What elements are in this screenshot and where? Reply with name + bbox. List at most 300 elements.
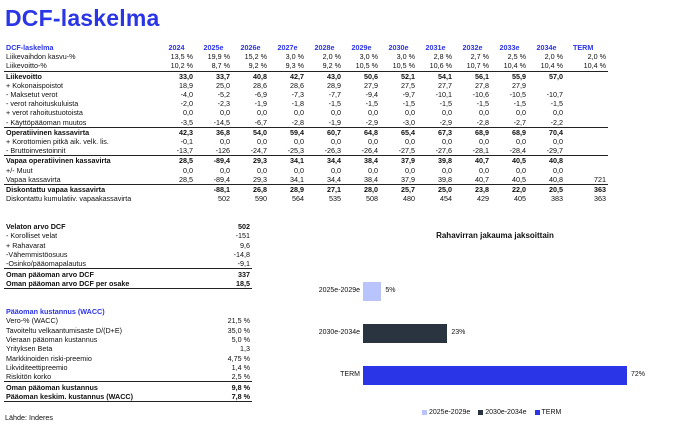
wacc-title: Pääoman kustannus (WACC) — [6, 307, 105, 317]
row-label: - Maksetut verot — [6, 90, 58, 100]
row-label: Riskitön korko — [4, 372, 208, 382]
table-row — [4, 175, 608, 185]
row-value: 502 — [218, 194, 230, 204]
row-value: 23,8 — [475, 184, 489, 194]
row-value: 3,0 % — [285, 52, 304, 62]
row-value: 0,0 — [479, 108, 489, 118]
row-value: -10,7 — [546, 90, 563, 100]
row-value: 0,0 — [331, 108, 341, 118]
row-value: 10,5 % — [343, 61, 380, 71]
legend-item — [422, 409, 470, 416]
row-label: -Vähemmistöosuus — [6, 250, 68, 260]
legend-swatch — [535, 410, 540, 415]
row-value: 2,0 % — [544, 52, 563, 62]
row-value: 0,0 — [516, 136, 526, 146]
row-value — [158, 194, 195, 203]
row-value: 28,9 — [327, 80, 341, 90]
row-value: -1,9 — [254, 99, 267, 109]
header-year: 2025e — [203, 43, 224, 53]
row-value: 0,0 — [257, 165, 267, 175]
row-value: 59,4 — [290, 127, 304, 137]
bar-TERM — [363, 366, 627, 385]
row-value: 29,3 — [232, 175, 269, 185]
row-value: -2,0 — [180, 99, 193, 109]
row-value: 25,0 — [438, 184, 452, 194]
row-value: 21,5 % — [227, 316, 250, 326]
row-value: 564 — [292, 194, 304, 204]
row-value: 55,9 — [512, 71, 526, 81]
row-value: 28,5 — [158, 175, 195, 185]
row-label: + verot rahoitustuotoista — [6, 108, 83, 118]
row-value: 0,0 — [257, 136, 267, 146]
row-label: Oman pääoman arvo DCF per osake — [4, 279, 208, 289]
row-value: 60,7 — [327, 127, 341, 137]
row-value: -126 — [195, 146, 232, 156]
row-value: 68,9 — [475, 127, 489, 137]
row-label: - Käyttöpääoman muutos — [4, 118, 158, 128]
row-value: 18,5 — [208, 279, 252, 289]
row-value: 27,9 — [512, 80, 526, 90]
row-value: 37,9 — [401, 156, 415, 166]
row-value: 0,0 — [220, 108, 230, 118]
data-label: 5% — [385, 287, 396, 294]
row-value: -9,1 — [208, 259, 252, 269]
row-value: 405 — [514, 194, 526, 204]
table-row — [4, 146, 608, 156]
row-label: Tavoiteltu velkaantumisaste D/(D+E) — [6, 325, 123, 335]
row-label: Yrityksen Beta — [6, 344, 53, 354]
row-value: -25,3 — [269, 146, 306, 156]
row-value: 56,1 — [475, 71, 489, 81]
row-value: 34,1 — [269, 175, 306, 185]
row-value: 10,4 % — [565, 61, 608, 71]
row-value: 0,0 — [516, 108, 526, 118]
table-row — [4, 392, 252, 402]
data-label: 23% — [451, 329, 466, 336]
row-label: Liikevoitto-% — [4, 61, 158, 71]
table-row — [4, 156, 608, 166]
row-value: 42,7 — [290, 71, 304, 81]
row-value: 28,6 — [290, 80, 304, 90]
row-value: 0,0 — [368, 108, 378, 118]
row-value: 0,0 — [368, 136, 378, 146]
table-row — [4, 108, 608, 117]
row-value: 0,0 — [405, 165, 415, 175]
row-label: -Osinko/pääomapalautus — [4, 259, 208, 269]
row-value: 0,0 — [331, 165, 341, 175]
row-label: - Bruttoinvestoinnit — [4, 146, 158, 156]
row-value: 68,9 — [512, 127, 526, 137]
row-value: 3,0 % — [396, 52, 415, 62]
row-value: -9,7 — [402, 90, 415, 100]
row-value: 0,0 — [553, 136, 563, 146]
header-year: 2027e — [277, 43, 298, 53]
table-row — [4, 279, 252, 289]
table-row — [4, 372, 252, 382]
row-value: 0,0 — [442, 136, 452, 146]
row-value: 20,5 — [549, 184, 563, 194]
row-value: 0,0 — [294, 108, 304, 118]
row-label: + Korottomien pitkä aik. velk. lis. — [6, 136, 109, 146]
row-value — [158, 184, 195, 194]
row-value — [565, 127, 608, 137]
row-value: 28,0 — [364, 184, 378, 194]
row-value: 38,4 — [343, 175, 380, 185]
row-value: 40,8 — [528, 175, 565, 185]
row-value: 0,0 — [183, 165, 193, 175]
row-value — [565, 90, 608, 99]
row-value: -1,5 — [402, 99, 415, 109]
row-label: Liikevaihdon kasvu-% — [6, 52, 76, 62]
row-value: 7,8 % — [208, 392, 252, 402]
row-value: -14,8 — [233, 250, 250, 260]
row-value: 363 — [594, 194, 606, 204]
row-value: -6,7 — [232, 118, 269, 128]
row-value: 9,8 % — [231, 382, 250, 392]
table-row — [4, 382, 252, 392]
row-label: Vero-% (WACC) — [6, 316, 59, 326]
row-value: 34,4 — [306, 175, 343, 185]
header-year: 2026e — [240, 43, 261, 53]
row-value: 33,0 — [179, 71, 193, 81]
chart-legend — [422, 409, 569, 416]
row-value — [565, 165, 608, 174]
legend-label: 2025e-2029e — [429, 409, 471, 416]
row-value: 363 — [594, 184, 606, 194]
row-value: 0,0 — [220, 136, 230, 146]
row-value: 0,0 — [405, 108, 415, 118]
row-value: 27,1 — [327, 184, 341, 194]
row-value: 5,0 % — [231, 335, 250, 345]
row-value: 429 — [477, 194, 489, 204]
legend-label: TERM — [541, 409, 562, 416]
row-value: 0,0 — [294, 136, 304, 146]
table-row — [4, 137, 608, 146]
row-value: 27,8 — [475, 80, 489, 90]
row-value: 502 — [238, 222, 250, 232]
row-value: -28,1 — [454, 146, 491, 156]
row-value: 2,0 % — [587, 52, 606, 62]
legend-item — [478, 409, 526, 416]
header-year: 2034e — [536, 43, 557, 53]
row-value: -24,7 — [232, 146, 269, 156]
table-row — [4, 326, 252, 335]
row-value: 43,0 — [327, 71, 341, 81]
row-value: -27,5 — [380, 146, 417, 156]
row-value: 42,3 — [179, 127, 193, 137]
row-value: 54,0 — [253, 127, 267, 137]
row-value: 10,6 % — [417, 61, 454, 71]
row-value: -2,9 — [343, 118, 380, 128]
row-label: Liikevoitto — [6, 71, 42, 81]
row-value: 40,5 — [512, 156, 526, 166]
row-value: 0,0 — [553, 108, 563, 118]
row-value: 57,0 — [549, 71, 563, 81]
table-row — [4, 81, 608, 90]
table-row — [4, 90, 608, 99]
table-row — [4, 231, 252, 240]
row-value: 40,7 — [454, 175, 491, 185]
row-value: -4,0 — [180, 90, 193, 100]
row-value: 19,9 % — [207, 52, 230, 62]
row-value: 28,6 — [253, 80, 267, 90]
row-label: + Kokonaispoistot — [6, 80, 63, 90]
table-row — [4, 71, 608, 81]
row-label: Oman pääoman kustannus — [6, 382, 98, 392]
row-value: 10,7 % — [454, 61, 491, 71]
header-year: 2029e — [351, 43, 372, 53]
row-value: 65,4 — [401, 127, 415, 137]
row-value: 27,9 — [364, 80, 378, 90]
row-label: Vieraan pääoman kustannus — [6, 335, 98, 345]
row-value: 3,0 % — [359, 52, 378, 62]
row-value: 34,4 — [327, 156, 341, 166]
row-value: 25,0 — [216, 80, 230, 90]
row-value: 2,7 % — [470, 52, 489, 62]
row-value: 721 — [565, 175, 608, 185]
row-value: 52,1 — [401, 71, 415, 81]
row-value: -2,3 — [217, 99, 230, 109]
table-row — [4, 222, 252, 231]
header-year: 2033e — [499, 43, 520, 53]
row-value: 337 — [238, 269, 250, 279]
row-value: 29,3 — [253, 156, 267, 166]
table-row — [4, 344, 252, 353]
row-value: -5,2 — [217, 90, 230, 100]
category-label: TERM — [340, 371, 360, 378]
header-year: TERM — [573, 43, 594, 53]
row-value: 10,5 % — [380, 61, 417, 71]
row-label: Vapaa operatiivinen kassavirta — [6, 156, 111, 166]
row-value: -1,5 — [550, 99, 563, 109]
table-row — [4, 316, 252, 325]
row-value: -1,9 — [306, 118, 343, 128]
row-value: 37,9 — [380, 175, 417, 185]
row-value: 36,8 — [216, 127, 230, 137]
header-label: DCF-laskelma — [6, 43, 54, 53]
row-value — [565, 137, 608, 146]
row-value: 50,6 — [364, 71, 378, 81]
row-value: 454 — [440, 194, 452, 204]
row-value: 26,8 — [253, 184, 267, 194]
table-row — [4, 127, 608, 137]
row-value: -1,5 — [365, 99, 378, 109]
row-value: 10,2 % — [158, 61, 195, 71]
row-value: 40,5 — [491, 175, 528, 185]
row-value — [528, 81, 565, 90]
row-value: 25,7 — [401, 184, 415, 194]
row-value: 40,8 — [549, 156, 563, 166]
legend-item — [535, 409, 562, 416]
row-label: Oman pääoman arvo DCF — [6, 269, 94, 279]
row-value: 9,2 % — [232, 61, 269, 71]
row-value: -10,5 — [509, 90, 526, 100]
row-label: Diskontattu kumulatiiv. vapaakassavirta — [6, 194, 132, 204]
row-value: 9,6 — [240, 240, 250, 250]
row-value: -6,9 — [254, 90, 267, 100]
row-value: -1,5 — [328, 99, 341, 109]
row-value: -14,5 — [195, 118, 232, 128]
row-value: 2,0 % — [322, 52, 341, 62]
row-value: 13,5 % — [170, 52, 193, 62]
wacc-table — [4, 307, 252, 402]
data-label: 72% — [631, 371, 646, 378]
row-value: 8,7 % — [195, 61, 232, 71]
table-row — [4, 52, 608, 61]
row-value: 535 — [329, 194, 341, 204]
row-value: -9,4 — [365, 90, 378, 100]
row-value: 0,0 — [368, 165, 378, 175]
row-value: -151 — [235, 231, 250, 241]
table-row — [4, 259, 252, 269]
table-row — [4, 118, 608, 128]
bar-2025e-2029e — [363, 282, 381, 301]
row-value: -2,8 — [269, 118, 306, 128]
row-value: -0,1 — [180, 136, 193, 146]
row-value: 0,0 — [183, 108, 193, 118]
row-value: -3,5 — [158, 118, 195, 128]
row-value: 1,4 % — [231, 362, 250, 372]
valuation-table — [4, 222, 252, 289]
row-value: 10,4 % — [528, 61, 565, 71]
table-row — [4, 194, 608, 203]
table-row — [4, 269, 252, 279]
legend-swatch — [422, 410, 427, 415]
legend-label: 2030e-2034e — [485, 409, 527, 416]
row-value: 38,4 — [364, 156, 378, 166]
row-value — [565, 108, 608, 117]
row-value: 9,2 % — [306, 61, 343, 71]
row-value: -26,4 — [343, 146, 380, 156]
table-row — [4, 335, 252, 344]
header-year: 2031e — [425, 43, 446, 53]
row-value: -89,4 — [213, 156, 230, 166]
table-row — [4, 165, 608, 174]
row-value: 0,0 — [442, 108, 452, 118]
row-value: 28,9 — [290, 184, 304, 194]
row-value: 40,7 — [475, 156, 489, 166]
row-value: -3,0 — [380, 118, 417, 128]
row-value: 0,0 — [479, 136, 489, 146]
row-value: -2,7 — [491, 118, 528, 128]
row-value: -1,5 — [513, 99, 526, 109]
row-label: +/- Muut — [6, 165, 33, 175]
row-value: -26,3 — [306, 146, 343, 156]
row-value — [565, 146, 608, 156]
row-value: -27,6 — [417, 146, 454, 156]
row-value: 39,8 — [417, 175, 454, 185]
row-label: - Korolliset velat — [6, 231, 58, 241]
category-label: 2025e-2029e — [318, 287, 360, 294]
row-label: Pääoman keskim. kustannus (WACC) — [4, 392, 208, 402]
row-value: 0,0 — [405, 136, 415, 146]
row-label: Diskontattu vapaa kassavirta — [6, 184, 106, 194]
row-label: Markkinoiden riski-preemio — [6, 353, 92, 363]
row-value: 64,8 — [364, 127, 378, 137]
row-value: 0,0 — [516, 165, 526, 175]
row-value: 0,0 — [220, 165, 230, 175]
row-label: Velaton arvo DCF — [6, 222, 66, 232]
row-value: 0,0 — [553, 165, 563, 175]
row-value: -2,9 — [417, 118, 454, 128]
row-value — [565, 118, 608, 128]
row-value: 33,7 — [216, 71, 230, 81]
category-label: 2030e-2034e — [318, 329, 360, 336]
row-value: 0,0 — [479, 165, 489, 175]
cashflow-distribution-chart — [300, 222, 690, 422]
row-value: 10,4 % — [491, 61, 528, 71]
row-value — [565, 71, 608, 81]
row-label: Operatiivinen kassavirta — [6, 127, 90, 137]
row-value: -89,4 — [195, 175, 232, 185]
row-value: 9,3 % — [269, 61, 306, 71]
table-header-row — [4, 43, 608, 52]
row-value: -28,4 — [491, 146, 528, 156]
source-note: Lähde: Inderes — [5, 413, 53, 422]
row-value: 35,0 % — [227, 325, 250, 335]
row-value: -1,8 — [291, 99, 304, 109]
table-row — [4, 241, 252, 250]
row-value: 40,8 — [253, 71, 267, 81]
row-value: -88,1 — [213, 184, 230, 194]
row-value: 34,1 — [290, 156, 304, 166]
row-value: 27,7 — [438, 80, 452, 90]
row-value: -13,7 — [158, 146, 195, 156]
row-label: Vapaa kassavirta — [4, 175, 158, 185]
row-value: -1,5 — [439, 99, 452, 109]
table-row — [4, 363, 252, 372]
row-value: 508 — [366, 194, 378, 204]
header-year: 2024 — [168, 43, 185, 53]
row-value: 1,3 — [240, 344, 250, 354]
row-value: 0,0 — [294, 165, 304, 175]
row-value: -29,7 — [528, 146, 565, 156]
row-value: -10,1 — [435, 90, 452, 100]
row-value: 28,5 — [179, 156, 193, 166]
row-value: 4,75 % — [227, 353, 250, 363]
header-year: 2028e — [314, 43, 335, 53]
chart-title: Rahavirran jakauma jaksoittain — [436, 231, 554, 240]
row-value: 480 — [403, 194, 415, 204]
table-row — [4, 184, 608, 194]
row-value: 39,8 — [438, 156, 452, 166]
dcf-table — [4, 43, 608, 203]
row-value: -7,3 — [291, 90, 304, 100]
row-value: 15,2 % — [244, 52, 267, 62]
row-value: 18,9 — [179, 80, 193, 90]
row-value: -7,7 — [328, 90, 341, 100]
row-value: 2,5 % — [208, 372, 252, 382]
row-value: 67,3 — [438, 127, 452, 137]
bar-2030e-2034e — [363, 324, 447, 343]
row-value: 2,5 % — [507, 52, 526, 62]
row-value — [565, 156, 608, 166]
row-label: + Rahavarat — [6, 240, 46, 250]
row-value: 590 — [255, 194, 267, 204]
row-value: 54,1 — [438, 71, 452, 81]
row-value — [565, 81, 608, 90]
row-value: 22,0 — [512, 184, 526, 194]
row-value: 0,0 — [442, 165, 452, 175]
row-value: 0,0 — [331, 136, 341, 146]
row-value: -2,8 — [454, 118, 491, 128]
table-row — [4, 61, 608, 71]
row-value: -1,5 — [476, 99, 489, 109]
row-label: - verot rahoituskuluista — [6, 99, 79, 109]
legend-swatch — [478, 410, 483, 415]
row-value — [565, 99, 608, 108]
header-year: 2030e — [388, 43, 409, 53]
